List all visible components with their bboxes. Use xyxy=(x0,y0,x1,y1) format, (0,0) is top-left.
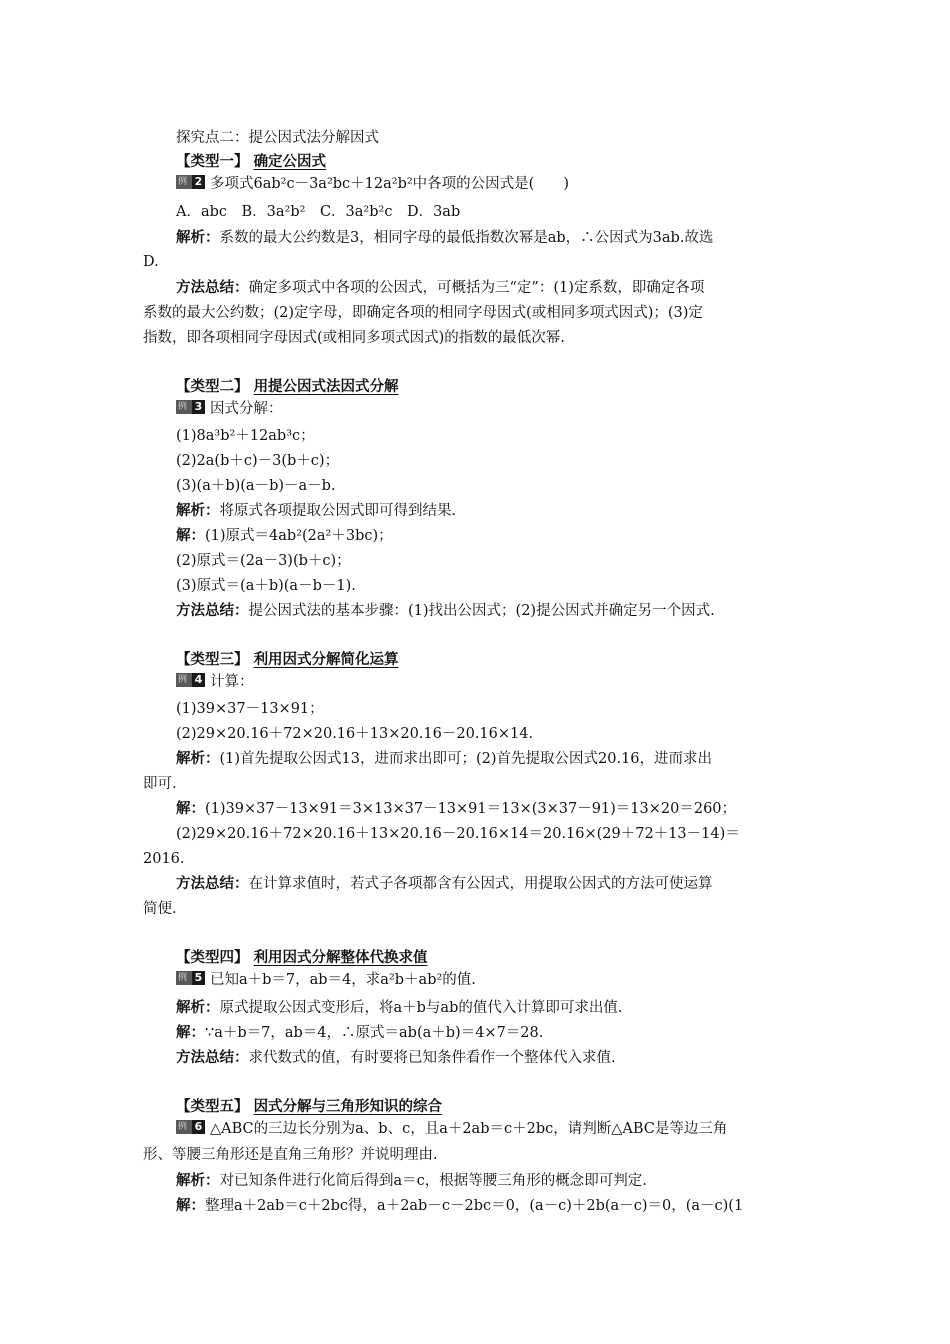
type-4-header: 【类型四】 xyxy=(176,949,249,966)
example-3 xyxy=(176,399,283,419)
type-2-analysis: 解析：将原式各项提取公因式即可得到结果. xyxy=(176,502,457,519)
type-3-summary: 方法总结：在计算求值时，若式子各项都含有公因式，用提取公因式的方法可使运算 xyxy=(176,875,713,892)
type-4-analysis: 解析：原式提取公因式变形后，将a＋b与ab的值代入计算即可求出值. xyxy=(176,999,623,1016)
type-2-header: 【类型二】 xyxy=(176,378,249,395)
type-3-analysis-cont: 即可. xyxy=(143,776,177,792)
section-title: 探究点二：提公因式法分解因式 xyxy=(176,130,379,146)
example-2 xyxy=(176,174,569,194)
example-badge: 例 2 xyxy=(176,175,205,189)
type-1-title: 确定公因式 xyxy=(253,153,327,170)
example-3-item-3: (3)(a＋b)(a－b)－a－b. xyxy=(176,478,336,494)
type-3-solution-2: (2)29×20.16＋72×20.16＋13×20.16－20.16×14＝20.16×(29＋72＋13－14)＝ xyxy=(176,826,740,842)
example-3-item-2: (2)2a(b＋c)－3(b＋c)； xyxy=(176,453,340,469)
type-3-title: 利用因式分解简化运算 xyxy=(253,651,399,668)
example-badge: 例 3 xyxy=(176,400,205,414)
type-2-solution-1: 解：(1)原式＝4ab²(2a²＋3bc)； xyxy=(176,527,393,544)
example-5 xyxy=(176,970,476,990)
type-1-analysis-cont: D. xyxy=(143,254,159,270)
example-2-options: A．abc B．3a²b² C．3a²b²c D．3ab xyxy=(176,204,461,220)
example-6-text: △ABC的三边长分别为a、b、c，且a＋2ab＝c＋2bc，请判断△ABC是等边三角 xyxy=(210,1121,728,1137)
example-5-text: 已知a＋b＝7，ab＝4，求a²b＋ab²的值. xyxy=(210,972,476,988)
type-2-title: 用提公因式法因式分解 xyxy=(253,378,399,395)
type-1-summary: 方法总结：确定多项式中各项的公因式，可概括为三“定”：(1)定系数，即确定各项 xyxy=(176,279,705,296)
type-5-heading xyxy=(176,1097,442,1117)
example-4 xyxy=(176,672,254,692)
type-4-heading xyxy=(176,948,428,968)
type-1-summary-2: 系数的最大公约数；(2)定字母，即确定各项的相同字母因式(或相同多项式因式)；(3)定 xyxy=(143,305,703,321)
example-badge: 例 5 xyxy=(176,971,205,985)
type-3-header: 【类型三】 xyxy=(176,651,249,668)
example-4-item-2: (2)29×20.16＋72×20.16＋13×20.16－20.16×14. xyxy=(176,726,534,742)
type-5-solution: 解：整理a＋2ab＝c＋2bc得，a＋2ab－c－2bc＝0，(a－c)＋2b(a－c)＝0，(a－c)(1 xyxy=(176,1197,744,1214)
type-2-solution-3: (3)原式＝(a＋b)(a－b－1). xyxy=(176,578,356,594)
type-5-title: 因式分解与三角形知识的综合 xyxy=(253,1098,443,1115)
example-2-text: 多项式6ab²c－3a²bc＋12a²b²中各项的公因式是( ) xyxy=(210,176,569,192)
example-4-item-1: (1)39×37－13×91； xyxy=(176,701,324,717)
example-badge: 例 6 xyxy=(176,1120,205,1134)
type-5-header: 【类型五】 xyxy=(176,1098,249,1115)
type-4-solution: 解：∵a＋b＝7，ab＝4，∴原式＝ab(a＋b)＝4×7＝28. xyxy=(176,1024,544,1041)
example-3-item-1: (1)8a³b²＋12ab³c； xyxy=(176,428,315,444)
example-3-text: 因式分解： xyxy=(210,401,283,417)
example-badge: 例 4 xyxy=(176,673,205,687)
type-4-title: 利用因式分解整体代换求值 xyxy=(253,949,428,966)
type-1-header: 【类型一】 xyxy=(176,153,249,170)
type-3-analysis: 解析：(1)首先提取公因式13，进而求出即可；(2)首先提取公因式20.16，进而求出 xyxy=(176,750,713,767)
example-4-text: 计算： xyxy=(210,674,254,690)
type-5-analysis: 解析：对已知条件进行化简后得到a＝c，根据等腰三角形的概念即可判定. xyxy=(176,1172,647,1189)
type-2-heading xyxy=(176,377,399,397)
type-3-solution-1: 解：(1)39×37－13×91＝3×13×37－13×91＝13×(3×37－91)＝13×20＝260； xyxy=(176,800,737,817)
type-1-analysis: 解析：系数的最大公约数是3，相同字母的最低指数次幂是ab，∴公因式为3ab.故选 xyxy=(176,229,714,246)
type-4-summary: 方法总结：求代数式的值，有时要将已知条件看作一个整体代入求值. xyxy=(176,1049,616,1066)
type-2-solution-2: (2)原式＝(2a－3)(b＋c)； xyxy=(176,553,351,569)
type-1-heading xyxy=(176,152,326,172)
type-2-summary: 方法总结：提公因式法的基本步骤：(1)找出公因式；(2)提公因式并确定另一个因式. xyxy=(176,602,715,619)
type-3-solution-3: 2016. xyxy=(143,851,185,867)
type-3-summary-cont: 简便. xyxy=(143,901,177,917)
type-3-heading xyxy=(176,650,399,670)
type-1-summary-3: 指数，即各项相同字母因式(或相同多项式因式)的指数的最低次幂. xyxy=(143,330,565,346)
example-6 xyxy=(176,1119,727,1139)
example-6-text-cont: 形、等腰三角形还是直角三角形？并说明理由. xyxy=(143,1147,438,1163)
